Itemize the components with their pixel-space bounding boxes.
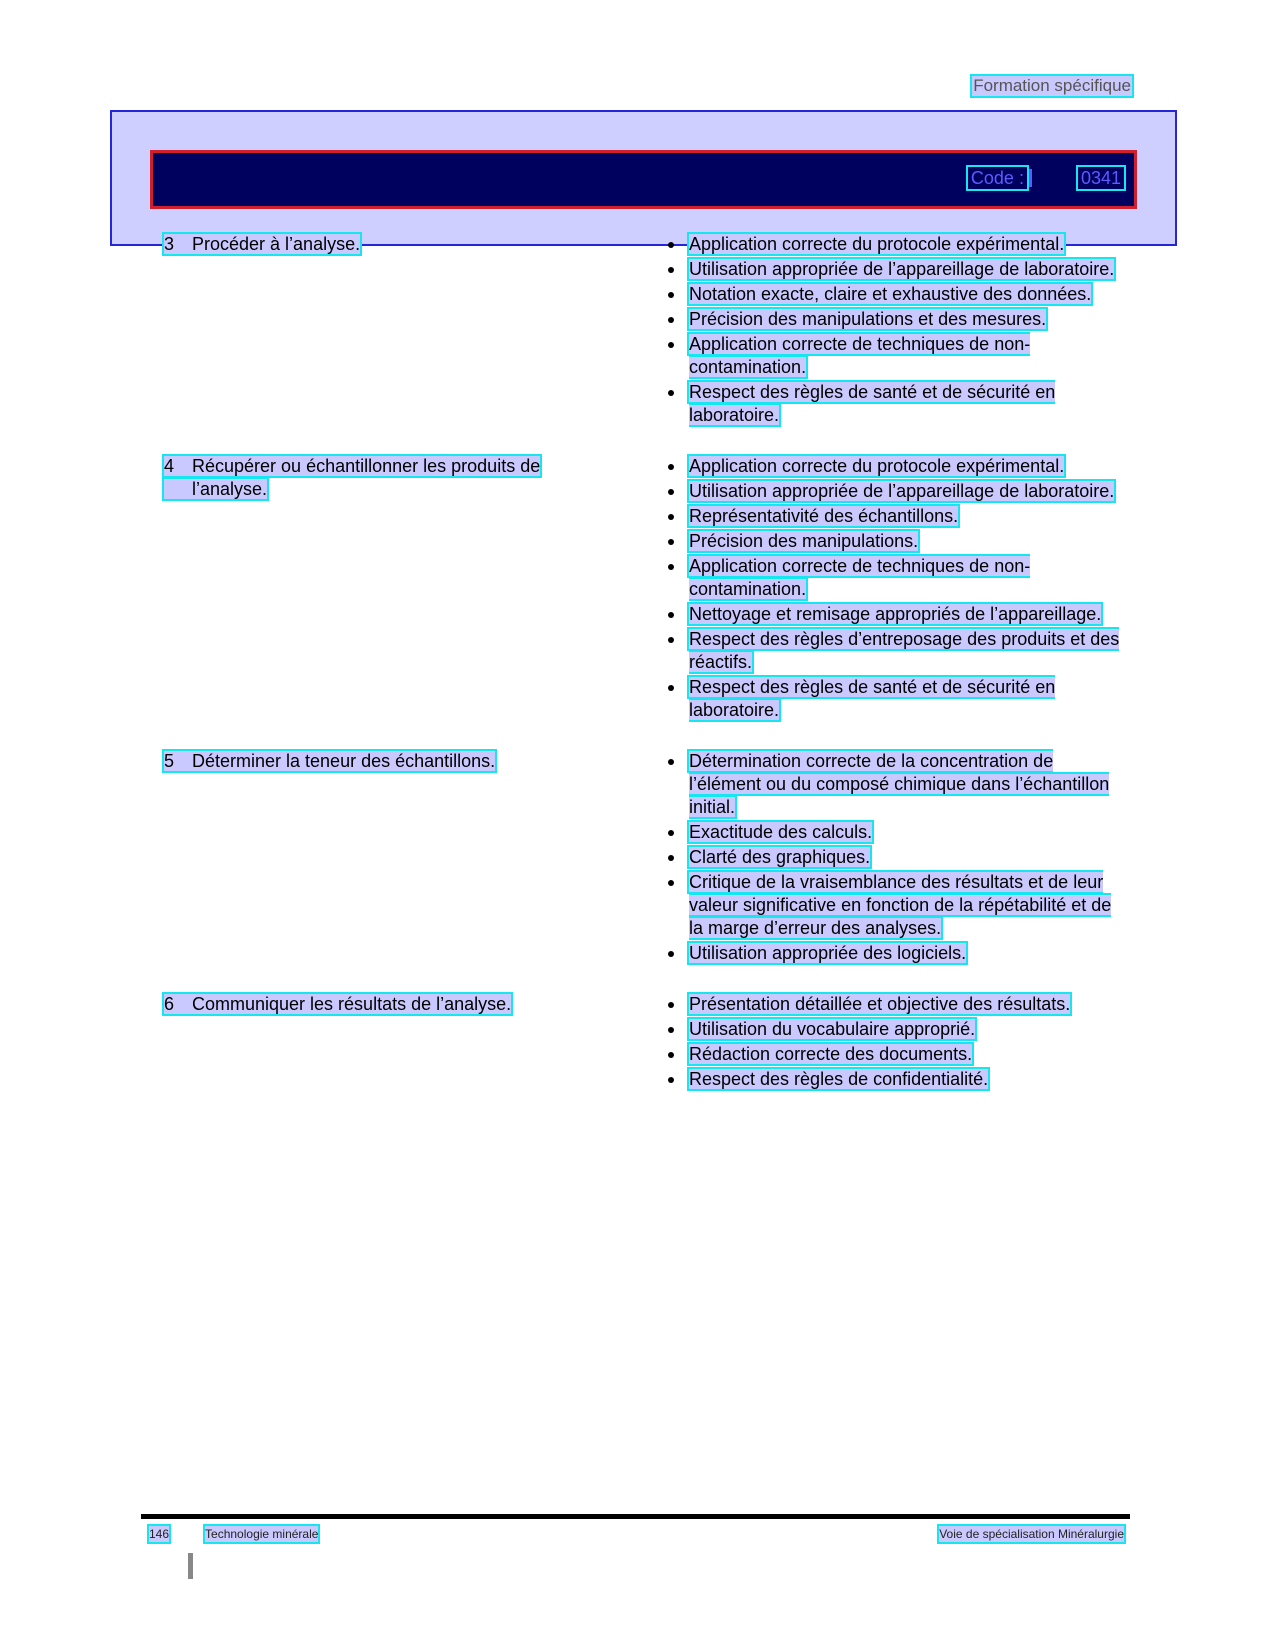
bullet-icon: [668, 564, 674, 570]
step-title-text: [164, 234, 360, 254]
criterion-item: [664, 1068, 1124, 1091]
criterion-text: Notation exacte, claire et exhaustive des données.: [689, 284, 1092, 304]
criterion-item: [664, 821, 1124, 844]
step-number: 3: [164, 234, 175, 254]
bullet-icon: [668, 880, 674, 886]
criterion-text: Application correcte du protocole expérimental.: [689, 234, 1065, 254]
page-footer: [149, 1526, 1124, 1542]
step-title-text: [164, 751, 495, 771]
criterion-item: [664, 1043, 1124, 1066]
step-number: 5: [164, 751, 175, 771]
code-value: 0341: [1078, 167, 1124, 189]
code-label: Code :: [968, 167, 1027, 189]
bullet-icon: [668, 390, 674, 396]
bullet-icon: [668, 489, 674, 495]
bullet-icon: [668, 539, 674, 545]
criterion-item: [664, 628, 1124, 674]
bullet-icon: [668, 514, 674, 520]
step-title: [164, 455, 664, 724]
criterion-text: Utilisation appropriée des logiciels.: [689, 943, 967, 963]
bullet-icon: [668, 292, 674, 298]
criterion-item: [664, 530, 1124, 553]
step-number: 4: [164, 456, 175, 476]
criterion-item: [664, 233, 1124, 256]
step-title: [164, 750, 664, 967]
criteria-table: [164, 233, 1124, 1119]
criterion-item: [664, 871, 1124, 940]
criterion-text: Représentativité des échantillons.: [689, 506, 959, 526]
step-title-words: Communiquer les résultats de l’analyse.: [192, 994, 512, 1014]
bullet-icon: [668, 685, 674, 691]
criteria-list: [664, 455, 1124, 724]
page-number: 146: [149, 1527, 170, 1541]
criterion-text: Précision des manipulations.: [689, 531, 919, 551]
criterion-text: Utilisation appropriée de l’appareillage de laboratoire.: [689, 481, 1115, 501]
step-title-text: [164, 994, 511, 1014]
step-title-words: Déterminer la teneur des échantillons.: [192, 751, 496, 771]
step-row: [164, 993, 1124, 1093]
criteria-list: [664, 233, 1124, 429]
criterion-item: [664, 993, 1124, 1016]
step-title-line: [164, 478, 664, 501]
bullet-icon: [668, 951, 674, 957]
step-title-words: Procéder à l’analyse.: [192, 234, 361, 254]
bullet-icon: [668, 759, 674, 765]
bullet-icon: [668, 612, 674, 618]
bullet-icon: [668, 637, 674, 643]
running-header: Formation spécifique: [973, 76, 1131, 95]
code-box: [968, 167, 1124, 189]
criterion-text: Utilisation appropriée de l’appareillage de laboratoire.: [689, 259, 1115, 279]
criterion-item: [664, 846, 1124, 869]
criterion-item: [664, 505, 1124, 528]
criterion-item: [664, 676, 1124, 722]
step-title-line: [164, 750, 664, 773]
criterion-item: [664, 455, 1124, 478]
criteria-list: [664, 750, 1124, 967]
bullet-icon: [668, 1077, 674, 1083]
criterion-text: Utilisation du vocabulaire approprié.: [689, 1019, 976, 1039]
criterion-text: Application correcte du protocole expérimental.: [689, 456, 1065, 476]
criterion-item: [664, 603, 1124, 626]
bullet-icon: [668, 317, 674, 323]
criterion-item: [664, 381, 1124, 427]
bullet-icon: [668, 242, 674, 248]
step-title-line: [164, 233, 664, 256]
step-title-line: [164, 455, 664, 478]
criterion-text: Précision des manipulations et des mesures.: [689, 309, 1047, 329]
criterion-item: [664, 750, 1124, 819]
bullet-icon: [668, 1027, 674, 1033]
bullet-icon: [668, 1002, 674, 1008]
criterion-text: Application correcte de techniques de non-contamination.: [689, 334, 1031, 377]
step-title: [164, 993, 664, 1093]
criterion-item: [664, 1018, 1124, 1041]
criterion-text: Présentation détaillée et objective des résultats.: [689, 994, 1071, 1014]
specialization-name: Voie de spécialisation Minéralurgie: [939, 1527, 1124, 1541]
criterion-text: Clarté des graphiques.: [689, 847, 871, 867]
footer-rule: [141, 1514, 1130, 1519]
criterion-text: Respect des règles de santé et de sécurité en laboratoire.: [689, 677, 1056, 720]
criterion-item: [664, 555, 1124, 601]
criterion-text: Respect des règles de santé et de sécurité en laboratoire.: [689, 382, 1056, 425]
bullet-icon: [668, 830, 674, 836]
criterion-text: Rédaction correcte des documents.: [689, 1044, 973, 1064]
criterion-text: Respect des règles d’entreposage des produits et des réactifs.: [689, 629, 1120, 672]
step-title-words: l’analyse.: [192, 479, 268, 499]
criterion-text: Respect des règles de confidentialité.: [689, 1069, 989, 1089]
margin-mark: [188, 1553, 193, 1579]
bullet-icon: [668, 267, 674, 273]
code-separator: [1029, 169, 1032, 187]
criterion-text: Exactitude des calculs.: [689, 822, 873, 842]
criteria-list: [664, 993, 1124, 1093]
criterion-text: Nettoyage et remisage appropriés de l’appareillage.: [689, 604, 1102, 624]
step-title-text: [164, 479, 267, 499]
step-number: 6: [164, 994, 175, 1014]
bullet-icon: [668, 342, 674, 348]
criterion-text: Détermination correcte de la concentration de l’élément ou du composé chimique dans l’échantillon initial.: [689, 751, 1110, 817]
criterion-item: [664, 942, 1124, 965]
step-row: [164, 455, 1124, 724]
criterion-item: [664, 480, 1124, 503]
step-title-words: Récupérer ou échantillonner les produits de: [192, 456, 541, 476]
bullet-icon: [668, 464, 674, 470]
criterion-text: Application correcte de techniques de non-contamination.: [689, 556, 1031, 599]
step-title: [164, 233, 664, 429]
program-name: Technologie minérale: [205, 1527, 319, 1541]
criterion-item: [664, 333, 1124, 379]
step-row: [164, 233, 1124, 429]
step-title-text: [164, 456, 540, 476]
criterion-item: [664, 308, 1124, 331]
bullet-icon: [668, 855, 674, 861]
criterion-item: [664, 283, 1124, 306]
bullet-icon: [668, 1052, 674, 1058]
step-row: [164, 750, 1124, 967]
criterion-item: [664, 258, 1124, 281]
step-title-line: [164, 993, 664, 1016]
code-banner: [150, 150, 1137, 209]
criterion-text: Critique de la vraisemblance des résultats et de leur valeur significative en fonction de la répétabilité et de la marge d’erreur des analyses.: [689, 872, 1112, 938]
